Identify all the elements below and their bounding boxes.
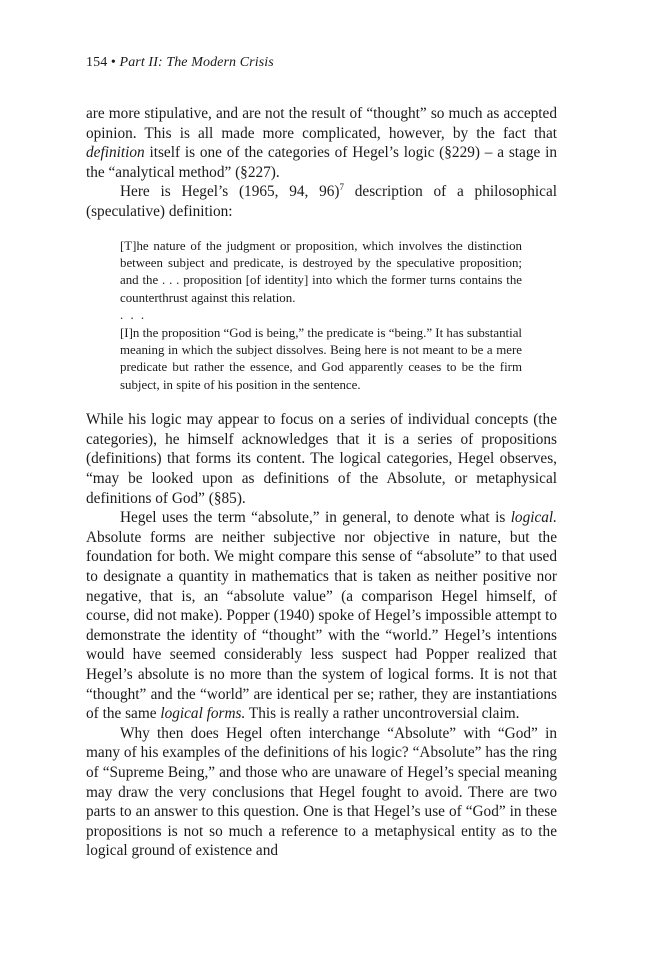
text-run: itself is one of the categories of Hegel’s logic (§229) – a stage in the “analytical method” (§227). [86,144,557,181]
quote-paragraph-2: [I]n the proposition “God is being,” the predicate is “being.” It has substantial meaning in which the subject dissolves. Being here is not meant to be a mere predicate but rather the essence, and God apparently ceases to be the firm subject, in spite of his position in the sentence. [120,325,522,392]
emphasis-logical: logical. [510,509,557,527]
emphasis-logical-forms: logical forms. [160,705,246,723]
text-run: are more stipulative, and are not the result of “thought” so much as accepted opinion. This is all made more complicated, however, by the fact that [86,105,557,142]
text-run: Hegel uses the term “absolute,” in general, to denote what is [120,509,511,527]
page-number: 154 [86,55,108,70]
paragraph-4 [86,508,557,724]
quote-ellipsis: . . . [120,308,147,323]
header-bullet: • [110,55,116,70]
running-title: Part II: The Modern Crisis [119,55,274,70]
paragraph-3: While his logic may appear to focus on a series of individual concepts (the categories), he himself acknowledges that it is a series of propositions (definitions) that forms its content. The logical categories, Hegel observes, “may be looked upon as definitions of the Absolute, or metaphysical definitions of God” (§85). [86,411,557,507]
paragraph-5: Why then does Hegel often interchange “Absolute” with “God” in many of his examples of the definitions of his logic? “Absolute” has the ring of “Supreme Being,” and those who are unaware of Hegel’s special meaning may draw the very conclusions that Hegel fought to avoid. There are two parts to an answer to this question. One is that Hegel’s use of “God” in these propositions is not so much a reference to a metaphysical entity as to the logical ground of existence and [86,724,557,860]
text-run: description of a philosophical (speculative) definition: [86,183,557,220]
footnote-marker: 7 [339,182,344,193]
quote-paragraph-1: [T]he nature of the judgment or proposition, which involves the distinction between subject and predicate, is destroyed by the speculative proposition; and the . . . proposition [of identity] into which the former turns contains the counterthrust against this relation. [120,238,522,305]
block-quote [120,238,522,395]
running-head [86,55,274,71]
paragraph-1 [86,104,557,182]
paragraph-2 [86,182,557,221]
emphasis-definition: definition [86,144,145,162]
body-text [86,104,557,861]
text-run: Here is Hegel’s (1965, 94, 96) [120,183,340,201]
text-run: Absolute forms are neither subjective nor objective in nature, but the foundation for both. We might compare this sense of “absolute” to that used to designate a quantity in mathematics that is taken as neither positive nor negative, that is, an “absolute value” (a comparison Hegel himself, of course, did not make). Popper (1940) spoke of Hegel’s impossible attempt to demonstrate the identity of “thought” with the “world.” Hegel’s intentions would have seemed considerably less suspect had Popper realized that Hegel’s absolute is no more than the system of logical forms. It is not that “thought” and the “world” are identical per se; rather, they are instantiations of the same [86,528,557,723]
text-run: This is really a rather uncontroversial claim. [245,705,520,723]
